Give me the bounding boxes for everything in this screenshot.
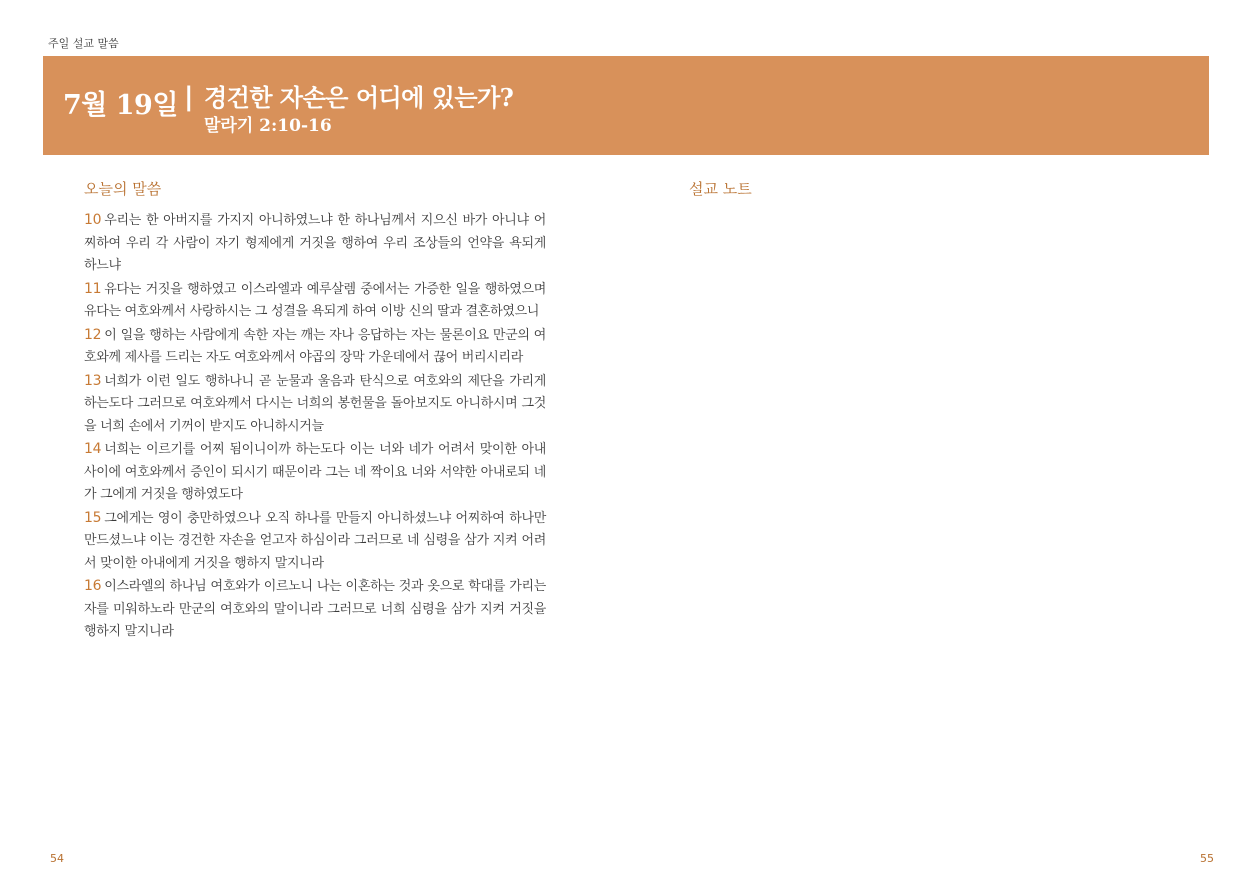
- verse-text: 이스라엘의 하나님 여호와가 이르노니 나는 이혼하는 것과 옷으로 학대를 가리는 자를 미워하노라 만군의 여호와의 말이니라 그러므로 너희 심령을 삼가 지켜 거짓을 행하지 말지니라: [84, 579, 546, 639]
- title-separator: |: [184, 82, 194, 112]
- running-head: 주일 설교 말씀: [48, 37, 119, 50]
- verse: [84, 209, 546, 278]
- verse-text: 그에게는 영이 충만하였으나 오직 하나를 만들지 아니하셨느냐 어찌하여 하나만 만드셨느냐 이는 경건한 자손을 얻고자 하심이라 그러므로 네 심령을 삼가 지켜 어려서 맞이한 아내에게 거짓을 행하지 말지니라: [84, 510, 546, 571]
- verse-number: 14: [84, 441, 102, 457]
- todays-word-heading: 오늘의 말씀: [84, 180, 162, 198]
- verse: [84, 324, 546, 370]
- title-banner: [43, 56, 1209, 155]
- verse-number: 11: [84, 280, 102, 297]
- verse: [84, 507, 546, 576]
- verse-number: 15: [84, 509, 102, 526]
- verse: [84, 438, 546, 507]
- page-number-left: 54: [50, 852, 64, 865]
- verse: [84, 575, 546, 644]
- scripture-reference: 말라기 2:10-16: [204, 116, 332, 136]
- verse-number: 12: [84, 326, 102, 343]
- verse-number: 13: [84, 372, 102, 389]
- verse-text: 너희가 이런 일도 행하나니 곧 눈물과 울음과 탄식으로 여호와의 제단을 가리게 하는도다 그러므로 여호와께서 다시는 너희의 봉헌물을 돌아보지도 아니하시며 그것을 너희 손에서 기꺼이 받지도 아니하시거늘: [84, 373, 546, 434]
- sermon-date: 7월 19일: [63, 90, 178, 121]
- verse-text: 이 일을 행하는 사람에게 속한 자는 깨는 자나 응답하는 자는 물론이요 만군의 여호와께 제사를 드리는 자도 여호와께서 야곱의 장막 가운데에서 끊어 버리시리라: [84, 327, 546, 365]
- sermon-notes-heading: 설교 노트: [689, 180, 752, 198]
- sermon-title: 경건한 자손은 어디에 있는가?: [204, 83, 514, 112]
- page-number-right: 55: [1200, 852, 1214, 865]
- scripture-passage: [84, 209, 546, 644]
- verse-text: 유다는 거짓을 행하였고 이스라엘과 예루살렘 중에서는 가증한 일을 행하였으며 유다는 여호와께서 사랑하시는 그 성결을 욕되게 하여 이방 신의 딸과 결혼하였으니: [84, 281, 546, 319]
- verse-text: 우리는 한 아버지를 가지지 아니하였느냐 한 하나님께서 지으신 바가 아니냐 어찌하여 우리 각 사람이 자기 형제에게 거짓을 행하여 우리 조상들의 언약을 욕되게 하느냐: [84, 213, 546, 273]
- verse-number: 10: [84, 212, 102, 228]
- verse-text: 너희는 이르기를 어찌 됨이니이까 하는도다 이는 너와 네가 어려서 맞이한 아내 사이에 여호와께서 증인이 되시기 때문이라 그는 네 짝이요 너와 서약한 아내로되 네가 그에게 거짓을 행하였도다: [84, 442, 546, 502]
- verse-number: 16: [84, 578, 102, 594]
- verse: [84, 278, 546, 324]
- verse: [84, 370, 546, 439]
